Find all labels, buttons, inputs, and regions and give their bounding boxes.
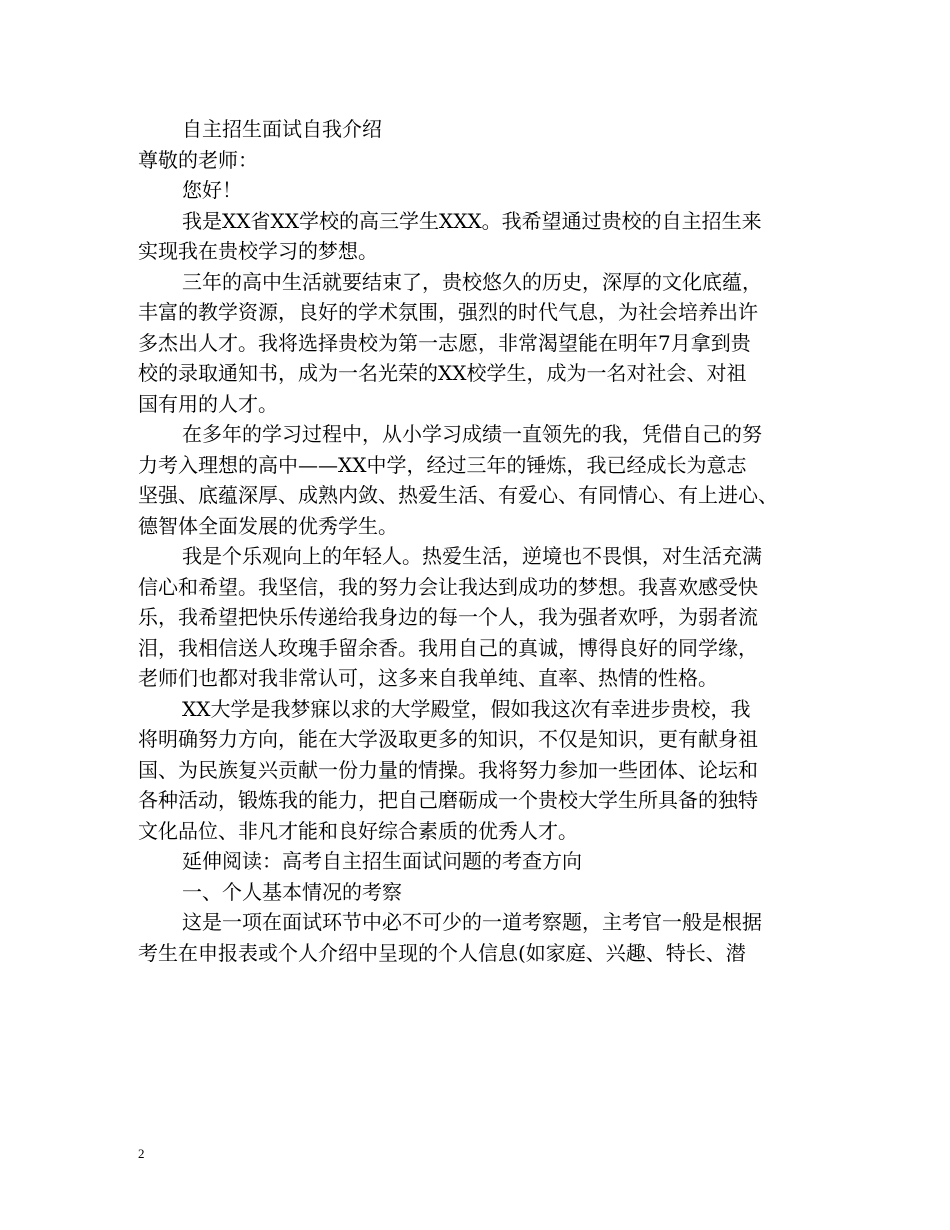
- text-line: 老师们也都对我非常认可，这多来自我单纯、直率、热情的性格。: [138, 666, 718, 690]
- text-line: 多杰出人才。我将选择贵校为第一志愿，非常渴望能在明年7月拿到贵: [138, 330, 751, 355]
- text-line: 各种活动，锻炼我的能力，把自己磨砺成一个贵校大学生所具备的独特: [138, 788, 758, 812]
- text-line: 三年的高中生活就要结束了，贵校悠久的历史，深厚的文化底蕴，: [182, 269, 762, 294]
- text-line: 自主招生面试自我介绍: [182, 117, 382, 141]
- text-line: 一、个人基本情况的考察: [182, 879, 402, 904]
- text-line: 我是XX省XX学校的高三学生XXX。我希望通过贵校的自主招生来: [182, 208, 762, 233]
- text-line: 在多年的学习过程中，从小学习成绩一直领先的我，凭借自己的努: [182, 422, 762, 446]
- text-line: 乐，我希望把快乐传递给我身边的每一个人，我为强者欢呼，为弱者流: [138, 605, 758, 629]
- text-line: 这是一项在面试环节中必不可少的一道考察题，主考官一般是根据: [182, 910, 762, 934]
- text-line: 尊敬的老师：: [138, 147, 258, 172]
- text-line: 您好！: [182, 178, 242, 202]
- text-line: 力考入理想的高中——XX中学，经过三年的锤炼，我已经成长为意志: [138, 452, 747, 477]
- text-line: 信心和希望。我坚信，我的努力会让我达到成功的梦想。我喜欢感受快: [138, 574, 758, 599]
- document-body: [138, 114, 828, 968]
- text-line: 校的录取通知书，成为一名光荣的XX校学生，成为一名对社会、对祖: [138, 361, 747, 385]
- text-line: 考生在申报表或个人介绍中呈现的个人信息(如家庭、兴趣、特长、潜: [138, 940, 746, 965]
- page-number: 2: [138, 1146, 145, 1161]
- text-line: 坚强、底蕴深厚、成熟内敛、热爱生活、有爱心、有同情心、有上进心、: [138, 483, 778, 507]
- text-line: 我是个乐观向上的年轻人。热爱生活，逆境也不畏惧，对生活充满: [182, 544, 762, 568]
- text-line: XX大学是我梦寐以求的大学殿堂，假如我这次有幸进步贵校，我: [182, 696, 751, 721]
- text-line: 国有用的人才。: [138, 391, 278, 416]
- text-line: 德智体全面发展的优秀学生。: [138, 513, 398, 538]
- text-line: 国、为民族复兴贡献一份力量的情操。我将努力参加一些团体、论坛和: [138, 757, 758, 782]
- text-line: 将明确努力方向，能在大学汲取更多的知识，不仅是知识，更有献身祖: [138, 727, 758, 751]
- text-line: 实现我在贵校学习的梦想。: [138, 239, 378, 263]
- text-line: 丰富的教学资源，良好的学术氛围，强烈的时代气息，为社会培养出许: [138, 300, 758, 324]
- text-line: 泪，我相信送人玫瑰手留余香。我用自己的真诚，博得良好的同学缘，: [138, 635, 758, 660]
- text-line: 文化品位、非凡才能和良好综合素质的优秀人才。: [138, 818, 578, 843]
- text-line: 延伸阅读：高考自主招生面试问题的考查方向: [182, 849, 582, 873]
